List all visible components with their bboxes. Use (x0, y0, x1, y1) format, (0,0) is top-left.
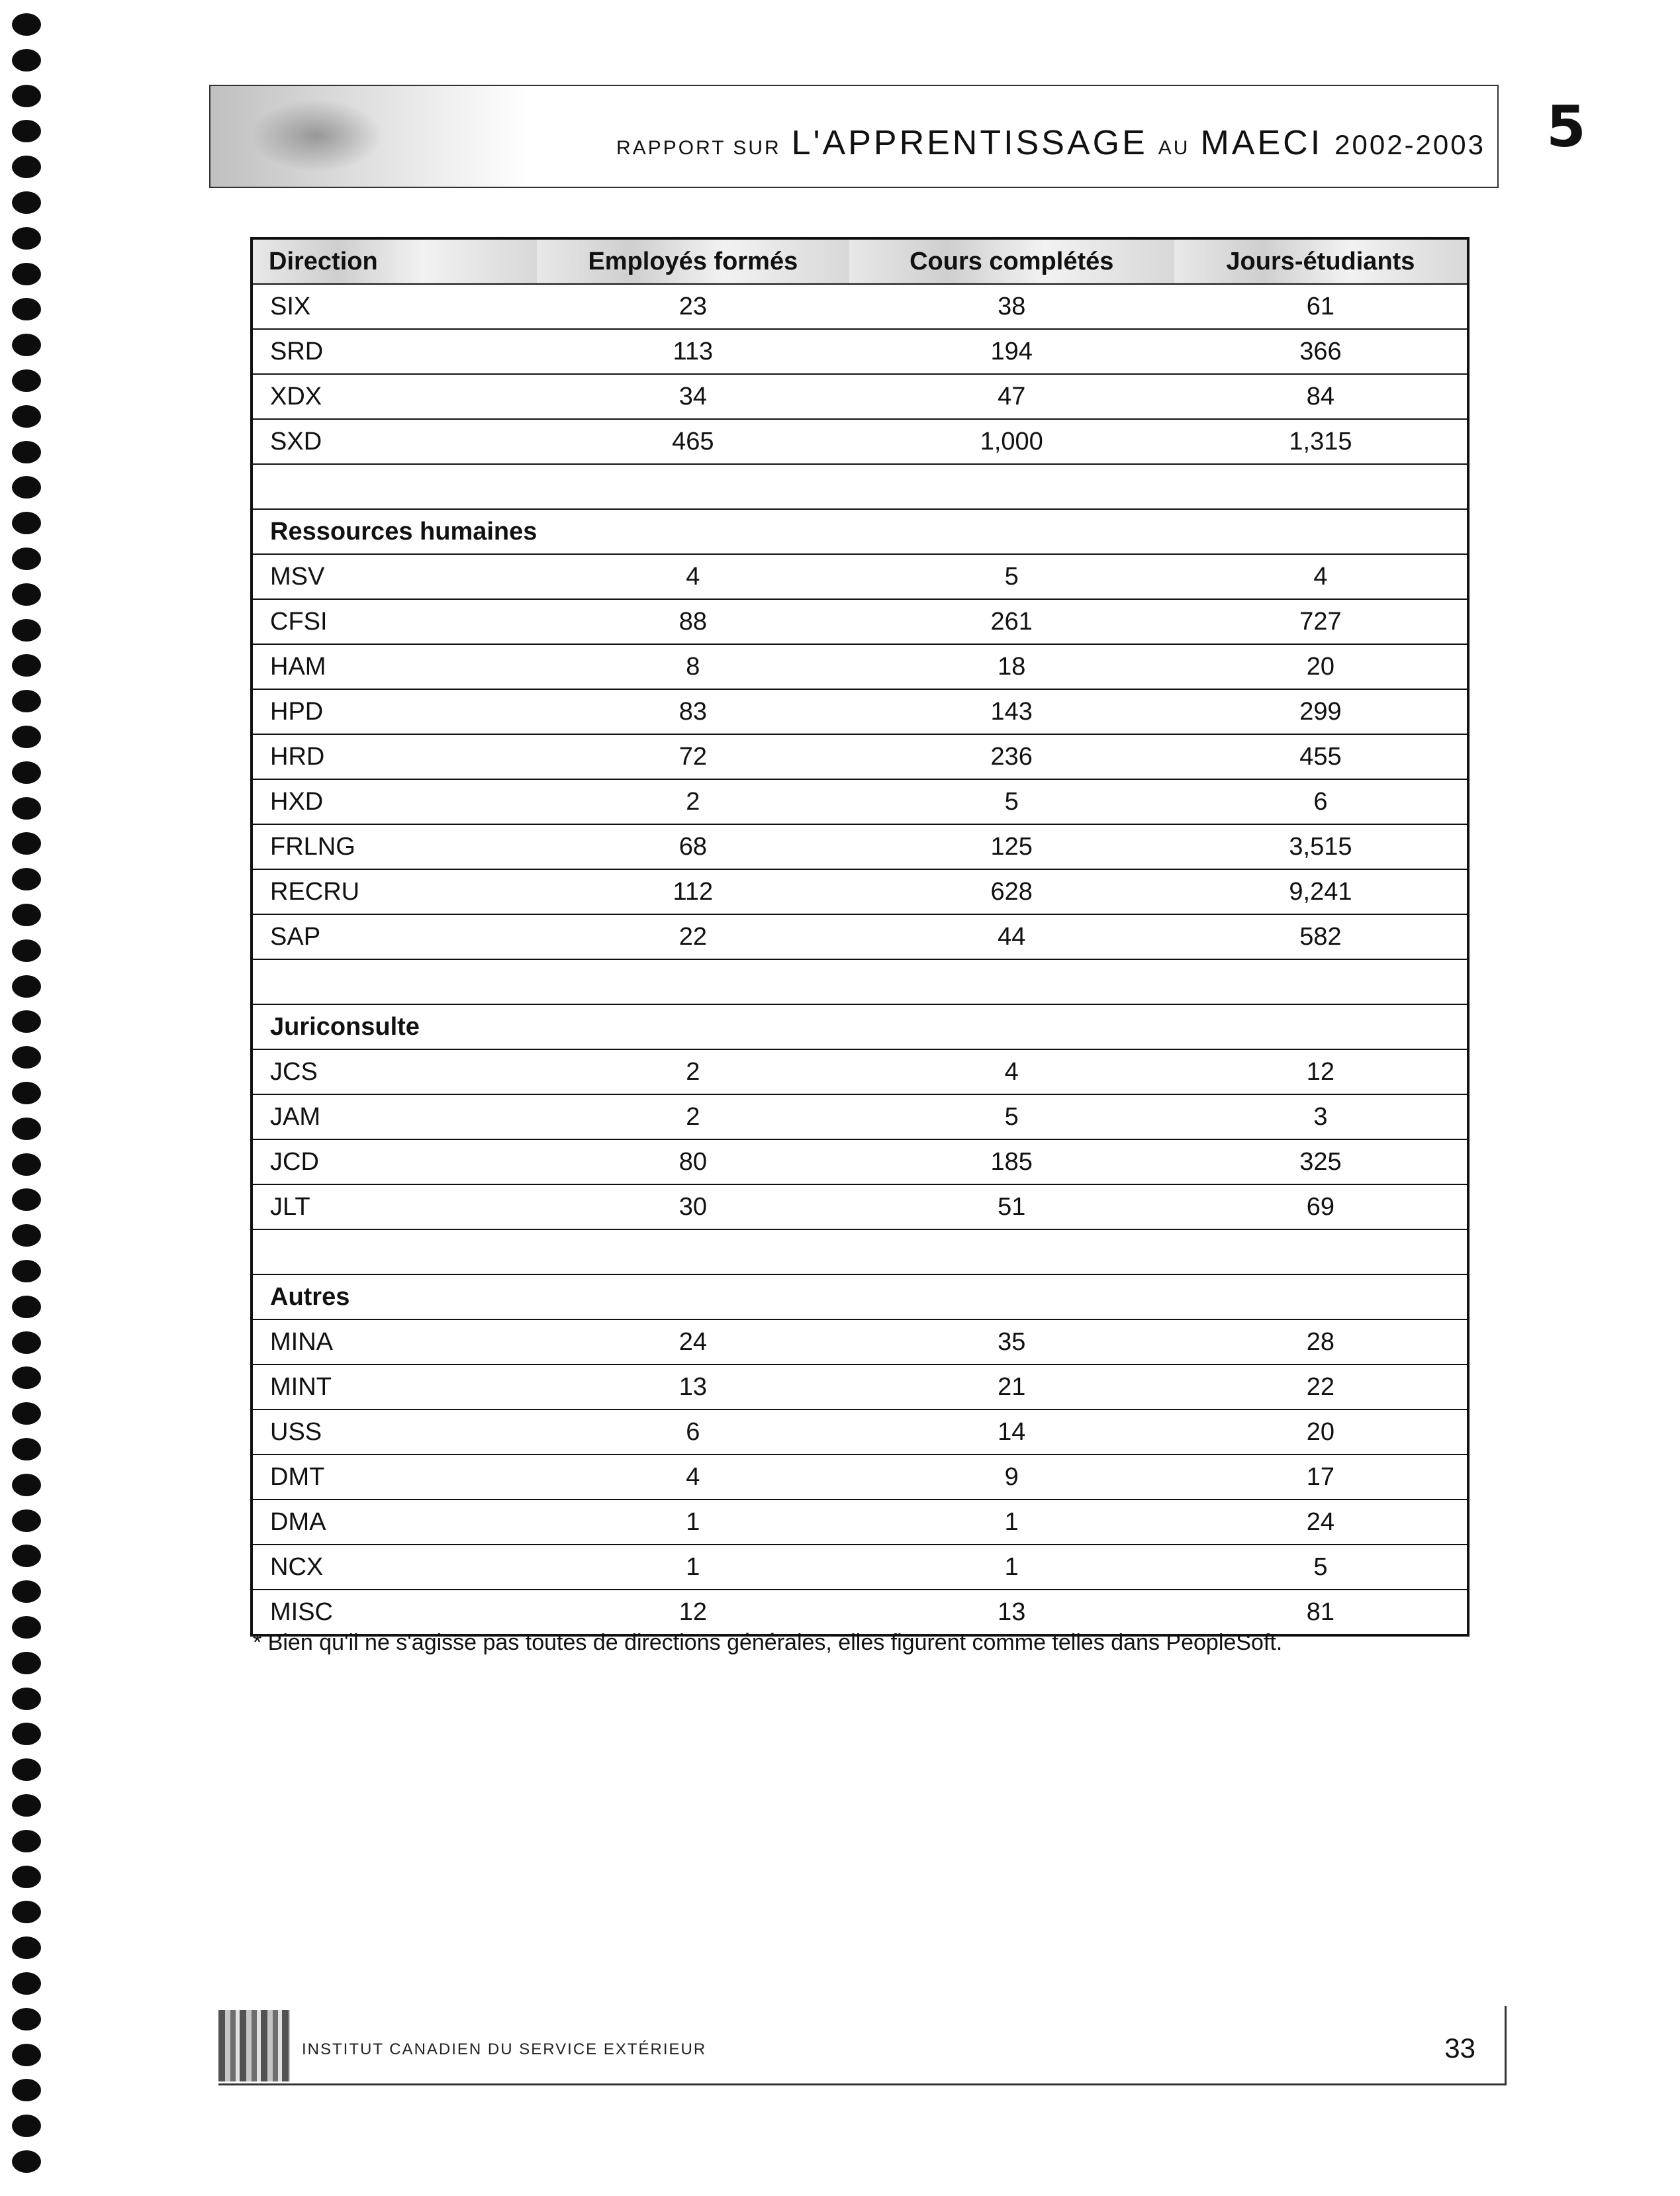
cell-student-days: 727 (1174, 599, 1468, 644)
binding-hole (12, 583, 41, 606)
binding-hole (12, 548, 41, 570)
footer-institute-name: INSTITUT CANADIEN DU SERVICE EXTÉRIEUR (302, 2040, 707, 2058)
cell-employees-trained: 13 (537, 1364, 849, 1409)
cell-student-days: 81 (1174, 1590, 1468, 1635)
table-spacer-row (252, 959, 1468, 1004)
cell-courses-completed: 1,000 (849, 419, 1174, 464)
binding-hole (12, 2115, 41, 2137)
cell-courses-completed: 185 (849, 1139, 1174, 1184)
title-prefix: RAPPORT SUR (616, 137, 781, 159)
binding-hole (12, 1188, 41, 1211)
cell-student-days: 455 (1174, 734, 1468, 779)
table-row (252, 689, 1468, 734)
table-row (252, 419, 1468, 464)
cell-direction: USS (252, 1409, 537, 1455)
binding-hole (12, 1224, 41, 1247)
binding-hole (12, 1936, 41, 1959)
binding-hole (12, 690, 41, 712)
cell-courses-completed: 51 (849, 1184, 1174, 1229)
table-row (252, 1364, 1468, 1409)
cell-courses-completed: 194 (849, 329, 1174, 374)
table-row (252, 1139, 1468, 1184)
binding-hole (12, 1402, 41, 1425)
cell-direction: XDX (252, 374, 537, 419)
table-row (252, 329, 1468, 374)
section-title: Autres (252, 1274, 1468, 1319)
cell-student-days: 28 (1174, 1319, 1468, 1364)
cell-employees-trained: 2 (537, 1049, 849, 1094)
cell-employees-trained: 1 (537, 1500, 849, 1545)
cell-courses-completed: 628 (849, 869, 1174, 914)
cell-direction: SXD (252, 419, 537, 464)
cell-employees-trained: 30 (537, 1184, 849, 1229)
table-row (252, 1319, 1468, 1364)
header-direction: Direction (252, 238, 537, 284)
cell-direction: MINA (252, 1319, 537, 1364)
cell-employees-trained: 465 (537, 419, 849, 464)
table-row (252, 824, 1468, 869)
binding-hole (12, 797, 41, 820)
cell-direction: RECRU (252, 869, 537, 914)
binding-hole (12, 263, 41, 285)
cell-direction: MISC (252, 1590, 537, 1635)
page-number: 33 (1444, 2032, 1475, 2064)
cell-employees-trained: 23 (537, 284, 849, 329)
cell-student-days: 17 (1174, 1455, 1468, 1500)
table-row (252, 869, 1468, 914)
table-row (252, 554, 1468, 599)
table-row (252, 914, 1468, 959)
cell-courses-completed: 47 (849, 374, 1174, 419)
cell-direction: SRD (252, 329, 537, 374)
binding-hole (12, 1118, 41, 1140)
binding-hole (12, 1972, 41, 1995)
cell-courses-completed: 5 (849, 554, 1174, 599)
cell-courses-completed: 1 (849, 1500, 1174, 1545)
cell-direction: JCD (252, 1139, 537, 1184)
cell-courses-completed: 5 (849, 779, 1174, 824)
table-row (252, 284, 1468, 329)
cell-courses-completed: 18 (849, 644, 1174, 689)
binding-hole (12, 120, 41, 142)
binding-hole (12, 1545, 41, 1567)
cell-employees-trained: 6 (537, 1409, 849, 1455)
binding-hole (12, 761, 41, 784)
binding-hole (12, 1616, 41, 1639)
cell-direction: NCX (252, 1545, 537, 1590)
cell-courses-completed: 14 (849, 1409, 1174, 1455)
page-footer (218, 2006, 1507, 2085)
cell-employees-trained: 1 (537, 1545, 849, 1590)
binding-hole (12, 298, 41, 320)
cell-employees-trained: 4 (537, 1455, 849, 1500)
binding-hole (12, 441, 41, 463)
cell-student-days: 69 (1174, 1184, 1468, 1229)
cell-employees-trained: 83 (537, 689, 849, 734)
table-spacer-row (252, 1229, 1468, 1274)
binding-hole (12, 1830, 41, 1852)
cell-employees-trained: 72 (537, 734, 849, 779)
report-header-banner (209, 85, 1499, 188)
binding-hole (12, 1474, 41, 1496)
binding-hole (12, 2150, 41, 2173)
binding-hole (12, 975, 41, 998)
binding-hole (12, 1866, 41, 1888)
cell-direction: JAM (252, 1094, 537, 1139)
binding-hole (12, 191, 41, 214)
cell-direction: MSV (252, 554, 537, 599)
binding-hole (12, 13, 41, 36)
table-row (252, 644, 1468, 689)
report-title (611, 123, 1485, 163)
section-title-row (252, 509, 1468, 554)
binding-hole (12, 1331, 41, 1354)
cell-employees-trained: 112 (537, 869, 849, 914)
cell-employees-trained: 4 (537, 554, 849, 599)
binding-hole (12, 654, 41, 677)
cell-employees-trained: 34 (537, 374, 849, 419)
cell-courses-completed: 13 (849, 1590, 1174, 1635)
cell-employees-trained: 8 (537, 644, 849, 689)
cell-student-days: 20 (1174, 644, 1468, 689)
table-row (252, 1409, 1468, 1455)
table-header-row (252, 238, 1468, 284)
table-row (252, 374, 1468, 419)
table-row (252, 1545, 1468, 1590)
cell-direction: DMA (252, 1500, 537, 1545)
cell-courses-completed: 5 (849, 1094, 1174, 1139)
binding-hole (12, 832, 41, 855)
binding-hole (12, 1046, 41, 1069)
title-year: 2002-2003 (1334, 129, 1485, 160)
cell-employees-trained: 24 (537, 1319, 849, 1364)
cell-student-days: 20 (1174, 1409, 1468, 1455)
spacer-cell (252, 1229, 1468, 1274)
cell-employees-trained: 88 (537, 599, 849, 644)
cell-student-days: 3,515 (1174, 824, 1468, 869)
binding-hole (12, 85, 41, 107)
cell-courses-completed: 125 (849, 824, 1174, 869)
binding-hole (12, 476, 41, 499)
cell-direction: CFSI (252, 599, 537, 644)
cell-student-days: 12 (1174, 1049, 1468, 1094)
binding-hole (12, 1580, 41, 1603)
cell-direction: FRLNG (252, 824, 537, 869)
cell-courses-completed: 21 (849, 1364, 1174, 1409)
header-texture-shade (250, 99, 383, 172)
cell-direction: SAP (252, 914, 537, 959)
binding-hole (12, 939, 41, 962)
binding-hole (12, 619, 41, 642)
cell-direction: MINT (252, 1364, 537, 1409)
cell-courses-completed: 9 (849, 1455, 1174, 1500)
binding-holes (12, 13, 41, 2185)
cell-courses-completed: 261 (849, 599, 1174, 644)
cell-courses-completed: 4 (849, 1049, 1174, 1094)
header-courses-completed: Cours complétés (849, 238, 1174, 284)
title-main: L'APPRENTISSAGE (791, 124, 1148, 162)
cell-student-days: 3 (1174, 1094, 1468, 1139)
binding-hole (12, 1794, 41, 1817)
cell-student-days: 366 (1174, 329, 1468, 374)
table-row (252, 1455, 1468, 1500)
binding-hole (12, 334, 41, 356)
cell-employees-trained: 113 (537, 329, 849, 374)
table-row (252, 734, 1468, 779)
cell-courses-completed: 44 (849, 914, 1174, 959)
binding-hole (12, 1652, 41, 1674)
table-row (252, 1049, 1468, 1094)
cell-direction: HAM (252, 644, 537, 689)
table-row (252, 599, 1468, 644)
binding-hole (12, 1509, 41, 1532)
table-row (252, 779, 1468, 824)
section-title-row (252, 1004, 1468, 1049)
spacer-cell (252, 959, 1468, 1004)
header-employees-trained: Employés formés (537, 238, 849, 284)
cell-direction: HXD (252, 779, 537, 824)
cell-student-days: 582 (1174, 914, 1468, 959)
binding-hole (12, 2044, 41, 2066)
cell-employees-trained: 2 (537, 1094, 849, 1139)
binding-hole (12, 1688, 41, 1710)
spacer-cell (252, 464, 1468, 509)
cell-student-days: 299 (1174, 689, 1468, 734)
header-student-days: Jours-étudiants (1174, 238, 1468, 284)
cell-employees-trained: 22 (537, 914, 849, 959)
cell-student-days: 22 (1174, 1364, 1468, 1409)
cell-student-days: 325 (1174, 1139, 1468, 1184)
institute-logo (218, 2010, 290, 2081)
binding-hole (12, 1296, 41, 1318)
binding-hole (12, 405, 41, 428)
title-connector: AU (1158, 137, 1190, 159)
cell-student-days: 84 (1174, 374, 1468, 419)
binding-hole (12, 49, 41, 72)
title-org: MAECI (1200, 124, 1323, 162)
cell-student-days: 5 (1174, 1545, 1468, 1590)
cell-student-days: 4 (1174, 554, 1468, 599)
binding-hole (12, 1366, 41, 1389)
cell-direction: SIX (252, 284, 537, 329)
cell-direction: HRD (252, 734, 537, 779)
table-row (252, 1184, 1468, 1229)
cell-courses-completed: 38 (849, 284, 1174, 329)
chapter-number: 5 (1546, 94, 1586, 160)
table-body (252, 284, 1468, 1635)
section-title: Juriconsulte (252, 1004, 1468, 1049)
table-spacer-row (252, 464, 1468, 509)
cell-courses-completed: 236 (849, 734, 1174, 779)
cell-courses-completed: 143 (849, 689, 1174, 734)
cell-direction: DMT (252, 1455, 537, 1500)
cell-student-days: 9,241 (1174, 869, 1468, 914)
binding-hole (12, 1723, 41, 1745)
cell-employees-trained: 68 (537, 824, 849, 869)
binding-hole (12, 1153, 41, 1176)
cell-direction: JCS (252, 1049, 537, 1094)
table-footnote: * Bien qu'il ne s'agisse pas toutes de directions générales, elles figurent comme telles dans PeopleSoft. (253, 1630, 1283, 1655)
cell-employees-trained: 12 (537, 1590, 849, 1635)
cell-courses-completed: 35 (849, 1319, 1174, 1364)
table-row (252, 1500, 1468, 1545)
binding-hole (12, 868, 41, 890)
binding-hole (12, 227, 41, 250)
cell-direction: HPD (252, 689, 537, 734)
table-row (252, 1590, 1468, 1635)
binding-hole (12, 1010, 41, 1033)
binding-hole (12, 904, 41, 926)
training-stats-table (250, 237, 1470, 1637)
binding-hole (12, 1758, 41, 1781)
binding-hole (12, 1260, 41, 1282)
cell-employees-trained: 2 (537, 779, 849, 824)
section-title: Ressources humaines (252, 509, 1468, 554)
binding-hole (12, 2008, 41, 2030)
binding-hole (12, 1901, 41, 1923)
cell-student-days: 1,315 (1174, 419, 1468, 464)
binding-hole (12, 369, 41, 392)
cell-student-days: 24 (1174, 1500, 1468, 1545)
binding-hole (12, 156, 41, 178)
binding-hole (12, 1082, 41, 1104)
table-row (252, 1094, 1468, 1139)
cell-direction: JLT (252, 1184, 537, 1229)
binding-hole (12, 2079, 41, 2101)
cell-student-days: 61 (1174, 284, 1468, 329)
section-title-row (252, 1274, 1468, 1319)
binding-hole (12, 512, 41, 534)
cell-employees-trained: 80 (537, 1139, 849, 1184)
binding-hole (12, 726, 41, 748)
cell-student-days: 6 (1174, 779, 1468, 824)
cell-courses-completed: 1 (849, 1545, 1174, 1590)
binding-hole (12, 1438, 41, 1460)
